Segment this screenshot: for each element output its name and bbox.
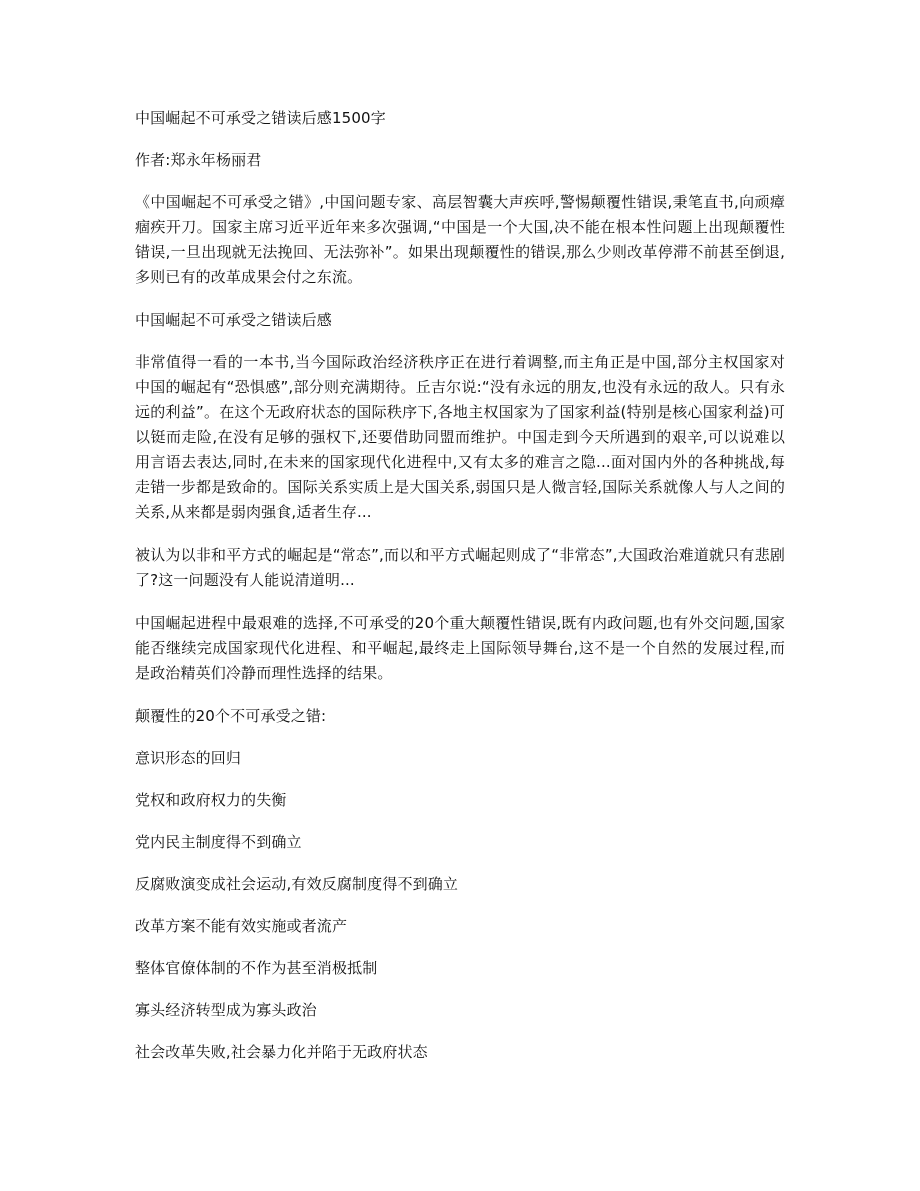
list-heading: 颠覆性的20个不可承受之错: xyxy=(135,707,327,725)
list-item: 意识形态的回归 xyxy=(135,749,242,767)
paragraph-peaceful-rise: 被认为以非和平方式的崛起是“常态”,而以和平方式崛起则成了“非常态”,大国政治难道就只有悲剧了?这一问题没有人能说清道明... xyxy=(135,546,785,589)
paragraph-choices: 中国崛起进程中最艰难的选择,不可承受的20个重大颠覆性错误,既有内政问题,也有外交问题,国家能否继续完成国家现代化进程、和平崛起,最终走上国际领导舞台,这不是一个自然的发展过程,而是政治精英们冷静而理性选择的结果。 xyxy=(135,614,785,682)
list-item: 社会改革失败,社会暴力化并陷于无政府状态 xyxy=(135,1043,428,1061)
author-line: 作者:郑永年杨丽君 xyxy=(135,151,262,169)
list-item: 寡头经济转型成为寡头政治 xyxy=(135,1001,317,1019)
document-page xyxy=(135,106,785,1082)
list-item: 党权和政府权力的失衡 xyxy=(135,791,287,809)
list-item: 整体官僚体制的不作为甚至消极抵制 xyxy=(135,959,378,977)
paragraph-intro: 《中国崛起不可承受之错》,中国问题专家、高层智囊大声疾呼,警惕颠覆性错误,秉笔直书,向顽瘴痼疾开刀。国家主席习近平近年来多次强调,“中国是一个大国,决不能在根本性问题上出现颠覆性错误,一旦出现就无法挽回、无法弥补”。如果出现颠覆性的错误,那么少则改革停滞不前甚至倒退,多则已有的改革成果会付之东流。 xyxy=(135,193,785,286)
section-heading: 中国崛起不可承受之错读后感 xyxy=(135,311,332,329)
document-title: 中国崛起不可承受之错读后感1500字 xyxy=(135,109,386,127)
list-item: 反腐败演变成社会运动,有效反腐制度得不到确立 xyxy=(135,875,459,893)
list-item: 改革方案不能有效实施或者流产 xyxy=(135,917,348,935)
list-item: 党内民主制度得不到确立 xyxy=(135,833,302,851)
paragraph-review: 非常值得一看的一本书,当今国际政治经济秩序正在进行着调整,而主角正是中国,部分主权国家对中国的崛起有“恐惧感”,部分则充满期待。丘吉尔说:“没有永远的朋友,也没有永远的敌人。只有永远的利益”。在这个无政府状态的国际秩序下,各地主权国家为了国家利益(特别是核心国家利益)可以铤而走险,在没有足够的强权下,还要借助同盟而维护。中国走到今天所遇到的艰辛,可以说难以用言语去表达,同时,在未来的国家现代化进程中,又有太多的难言之隐...面对国内外的各种挑战,每走错一步都是致命的。国际关系实质上是大国关系,弱国只是人微言轻,国际关系就像人与人之间的关系,从来都是弱肉强食,适者生存... xyxy=(135,353,785,521)
